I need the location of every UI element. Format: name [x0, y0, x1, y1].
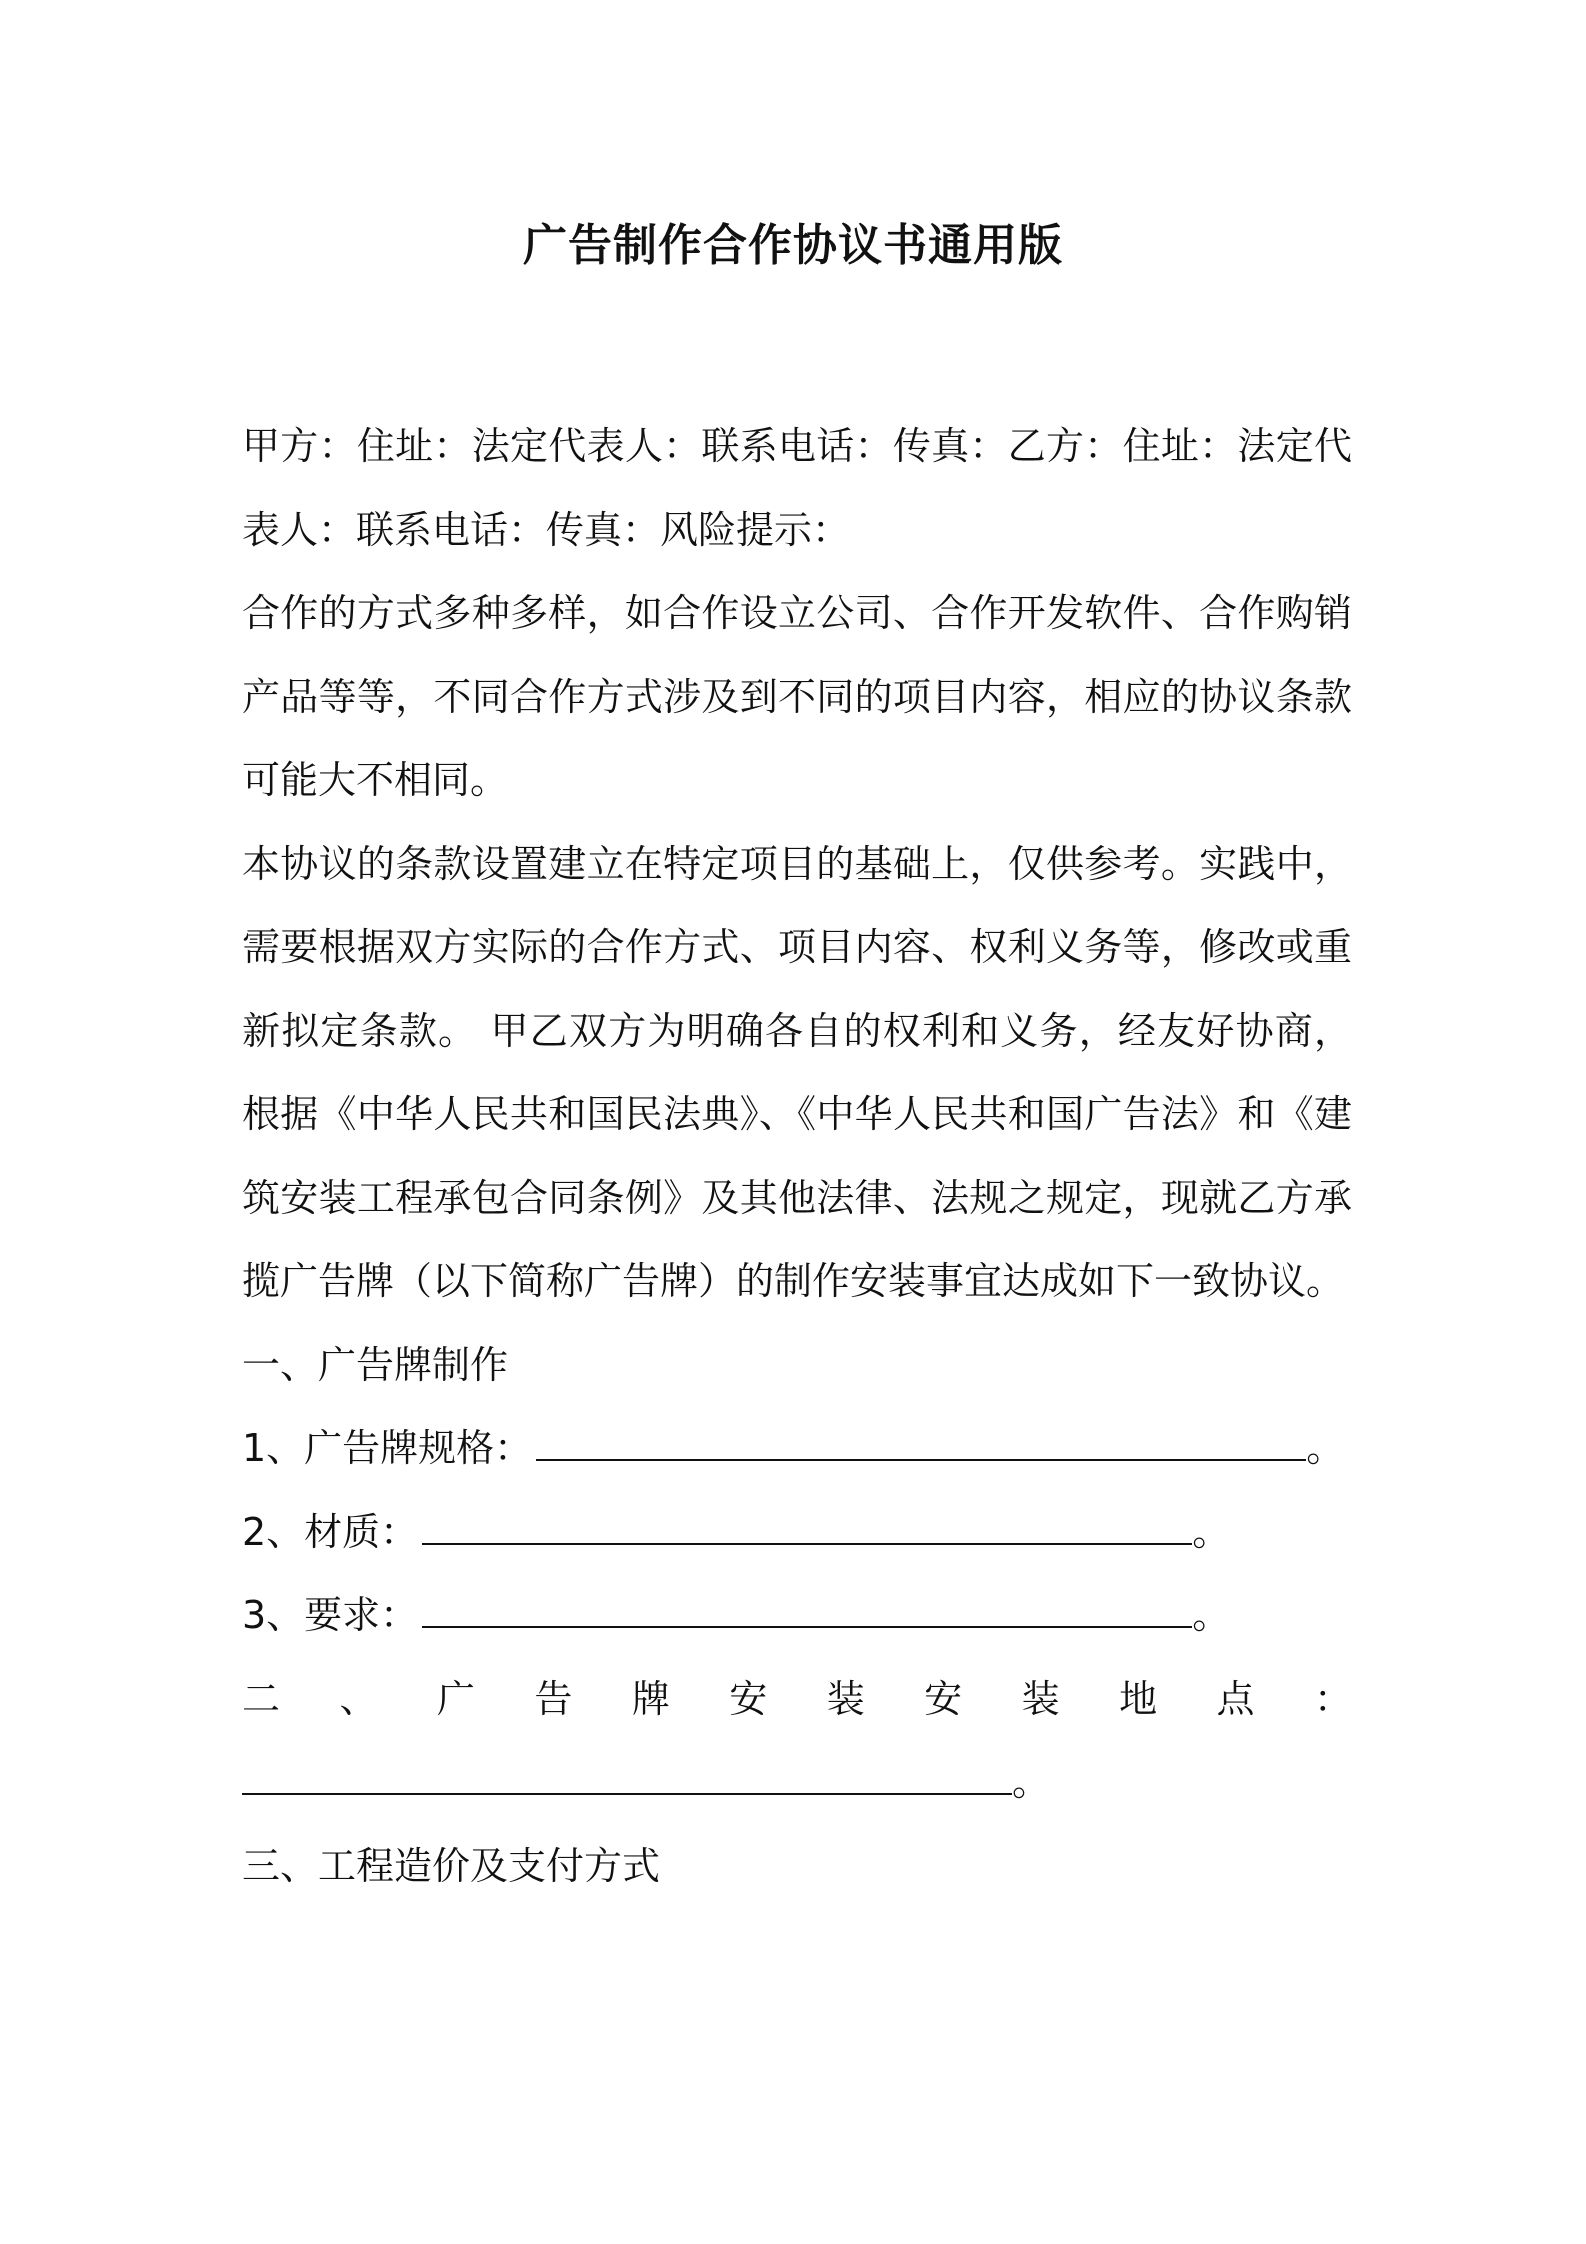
item-2-line	[242, 1491, 1352, 1575]
item-3-end: 。	[1192, 1593, 1231, 1637]
location-blank-field	[242, 1743, 1012, 1795]
section-2-end: 。	[1012, 1760, 1051, 1804]
intro-paragraph: 本协议的条款设置建立在特定项目的基础上，仅供参考。实践中，需要根据双方实际的合作方式、项目内容、权利义务等，修改或重新拟定条款。 甲乙双方为明确各自的权利和义务，经友好协商，根据《中华人民共和国民法典》、《中华人民共和国广告法》和《建筑安装工程承包合同条例》及其他法律、法规之规定，现就乙方承揽广告牌（以下简称广告牌）的制作安装事宜达成如下一致协议。	[242, 841, 1352, 1303]
item-1-line	[242, 1407, 1352, 1491]
document-body	[242, 405, 1352, 1908]
spec-blank-field	[536, 1409, 1306, 1461]
section-1-heading: 一、广告牌制作	[242, 1342, 509, 1387]
parties-line: 甲方：住址：法定代表人：联系电话：传真：乙方：住址：法定代表人：联系电话：传真：风险提示：	[242, 424, 1352, 552]
risk-paragraph: 合作的方式多种多样，如合作设立公司、合作开发软件、合作购销产品等等，不同合作方式涉及到不同的项目内容，相应的协议条款可能大不相同。	[242, 591, 1352, 802]
requirement-blank-field	[422, 1576, 1192, 1628]
item-3-label: 3、要求：	[242, 1593, 419, 1637]
item-1-end: 。	[1306, 1426, 1345, 1470]
section-2-blank-line	[242, 1741, 1352, 1825]
item-1-label: 1、广告牌规格：	[242, 1426, 533, 1470]
item-3-line	[242, 1574, 1352, 1658]
section-2-heading: 二、广告牌安装安装地点：	[242, 1676, 1352, 1721]
material-blank-field	[422, 1493, 1192, 1545]
item-2-label: 2、材质：	[242, 1509, 419, 1554]
section-3-heading: 三、工程造价及支付方式	[242, 1843, 661, 1888]
document-title: 广告制作合作协议书通用版	[523, 220, 1063, 271]
item-2-end: 。	[1192, 1509, 1231, 1554]
